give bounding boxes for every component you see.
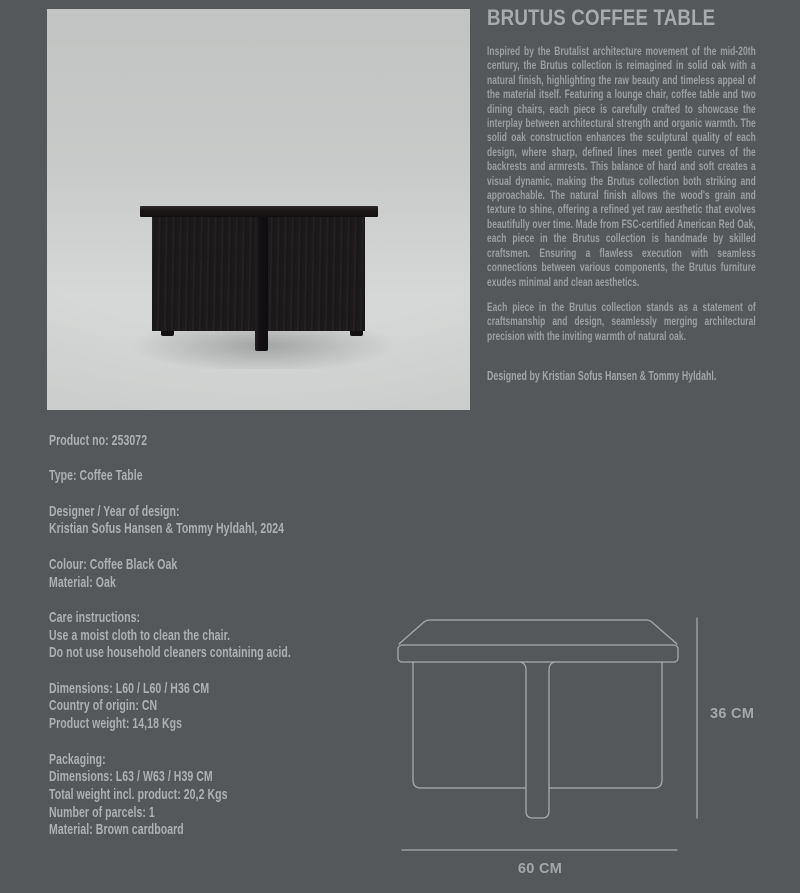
- spec-line: Kristian Sofus Hansen & Tommy Hyldahl, 2024: [49, 520, 285, 538]
- spec-group-designer: [49, 503, 350, 538]
- spec-line: Packaging:: [49, 750, 106, 768]
- spec-line: Product weight: 14,18 Kgs: [49, 715, 183, 733]
- spec-group-colour-material: [49, 556, 350, 591]
- height-dimension-label: 36 CM: [710, 706, 755, 722]
- description-paragraph-2: Each piece in the Brutus collection stands as a statement of craftsmanship and design, seamlessly merging architectural precision with the inviting warmth of natural oak.: [487, 299, 756, 343]
- spec-line: Care instructions:: [49, 608, 141, 626]
- spec-group-care: [49, 609, 350, 662]
- spec-line: Dimensions: L63 / W63 / H39 CM: [49, 768, 213, 786]
- spec-line: Type: Coffee Table: [49, 467, 143, 485]
- spec-line: Total weight incl. product: 20,2 Kgs: [49, 785, 228, 803]
- photo-vignette: [47, 9, 470, 410]
- product-photo: [47, 9, 470, 410]
- spec-line: Number of parcels: 1: [49, 803, 155, 821]
- spec-group-product-no: [49, 432, 350, 450]
- spec-line: Country of origin: CN: [49, 697, 158, 715]
- spec-line: Colour: Coffee Black Oak: [49, 555, 178, 573]
- description-paragraph-1: Inspired by the Brutalist architecture movement of the mid-20th century, the Brutus collection is reimagined in solid oak with a natural finish, highlighting the raw beauty and timeless appeal of the material itself. Featuring a lounge chair, coffee table and two dining chairs, each piece is carefully crafted to showcase the interplay between architectural strength and organic warmth. The solid oak construction enhances the sculptural quality of each design, where sharp, defined lines meet gentle curves of the backrests and armrests. This balance of hard and soft creates a visual dynamic, making the Brutus collection both striking and approachable. The natural finish allows the wood's grain and texture to shine, offering a refined yet raw aesthetic that evolves beautifully over time. Made from FSC-certified American Red Oak, each piece in the Brutus collection is handmade by skilled craftsmen. Ensuring a flawless execution with seamless connections between various components, the Brutus furniture exudes minimal and clean aesthetics.: [487, 44, 756, 289]
- drawing-tabletop-edge: [398, 645, 678, 662]
- technical-drawing: [390, 600, 780, 888]
- spec-group-type: [49, 467, 350, 485]
- width-dimension-label: 60 CM: [517, 861, 563, 877]
- drawing-tabletop-face: [399, 620, 677, 644]
- spec-line: Do not use household cleaners containing acid.: [49, 644, 291, 662]
- drawing-center-leg: [520, 662, 555, 818]
- spec-list: [49, 432, 350, 857]
- spec-line: Material: Brown cardboard: [49, 821, 184, 839]
- page-title: BRUTUS COFFEE TABLE: [487, 5, 716, 30]
- description-column: [487, 5, 800, 384]
- designer-credit: Designed by Kristian Sofus Hansen & Tommy Hyldahl.: [487, 369, 717, 384]
- spec-line: Dimensions: L60 / L60 / H36 CM: [49, 679, 210, 697]
- spec-line: Designer / Year of design:: [49, 502, 180, 520]
- spec-group-packaging: [49, 751, 350, 840]
- spec-group-dimensions: [49, 680, 350, 733]
- spec-line: Material: Oak: [49, 573, 116, 591]
- spec-line: Use a moist cloth to clean the chair.: [49, 626, 231, 644]
- spec-line: Product no: 253072: [49, 432, 148, 449]
- drawing-side-panel: [413, 662, 662, 788]
